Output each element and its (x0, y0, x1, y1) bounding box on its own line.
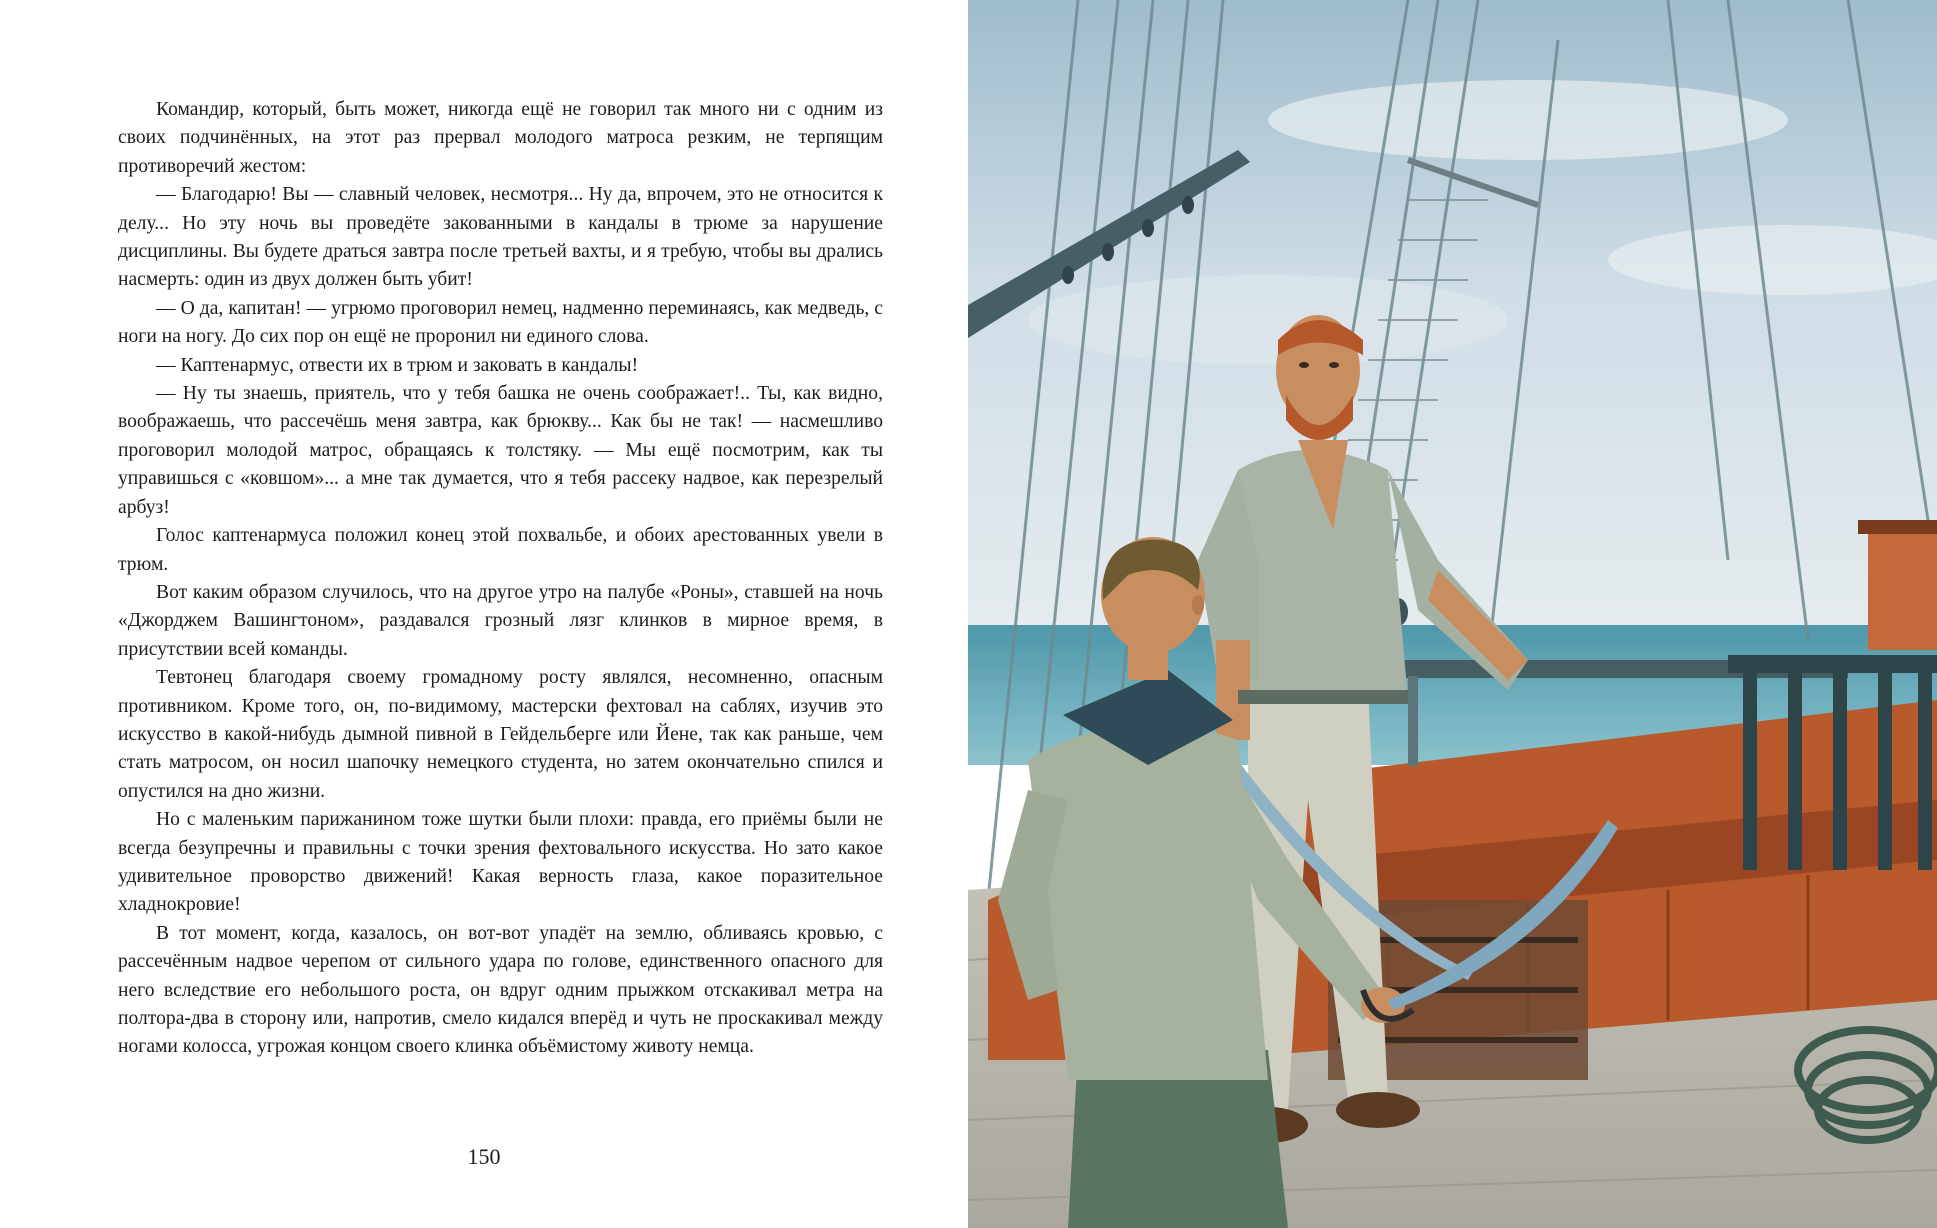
illustration-art (968, 0, 1937, 1228)
body-text (118, 96, 883, 1062)
illustration (968, 0, 1937, 1228)
paragraph: — Благодарю! Вы — славный человек, несмотря... Ну да, впрочем, это не относится к делу... Но эту ночь вы проведёте закованными в кандалы в трюме за нарушение дисциплины. Вы будете драться завтра после третьей вахты, и я требую, чтобы вы дрались насмерть: один из двух должен быть убит! (118, 184, 883, 291)
paragraph: Голос каптенармуса положил конец этой похвальбе, и обоих арестованных увели в трюм. (118, 525, 883, 575)
text-page (0, 0, 968, 1228)
paragraph: Командир, который, быть может, никогда ещё не говорил так много ни с одним из своих подчинённых, на этот раз прервал молодого матроса резким, не терпящим противоречий жестом: (118, 99, 883, 177)
paragraph: В тот момент, когда, казалось, он вот-вот упадёт на землю, обливаясь кровью, с рассечённым надвое черепом от сильного удара по голове, единственного опасного для него вследствие его небольшого роста, он вдруг одним прыжком отскакивал метра на полтора-два в сторону или, напротив, смело кидался вперёд и чуть не проскакивал между ногами колосса, угрожая концом своего клинка объёмистому животу немца. (118, 922, 883, 1058)
page-number: 150 (467, 1144, 501, 1169)
paragraph: Вот каким образом случилось, что на другое утро на палубе «Роны», ставшей на ночь «Джорджем Вашингтоном», раздавался грозный лязг клинков в мирное время, в присутствии всей команды. (118, 581, 883, 660)
paragraph: — Ну ты знаешь, приятель, что у тебя башка не очень соображает!.. Ты, как видно, воображаешь, что рассечёшь меня завтра, как брюкву... Как бы не так! — насмешливо проговорил молодой матрос, обращаясь к толстяку. — Мы ещё посмотрим, как ты управишься с «ковшом»... а мне так думается, что я тебя рассеку надвое, как перезрелый арбуз! (118, 383, 883, 518)
paragraph: — Каптенармус, отвести их в трюм и заковать в кандалы! (156, 354, 639, 376)
paragraph: Но с маленьким парижанином тоже шутки были плохи: правда, его приёмы были не всегда безупречны и правильны с точки зрения фехтовального искусства. Но зато какое удивительное проворство движений! Какая верность глаза, какое поразительное хладнокровие! (118, 809, 883, 916)
paragraph: Тевтонец благодаря своему громадному росту являлся, несомненно, опасным противником. Кроме того, он, по-видимому, мастерски фехтовал на саблях, изучив это искусство в какой-нибудь дымной пивной в Гейдельберге или Йене, так как раньше, чем стать матросом, он носил шапочку немецкого студента, но затем окончательно спился и опустился на дно жизни. (118, 667, 883, 802)
paragraph: — О да, капитан! — угрюмо проговорил немец, надменно переминаясь, как медведь, с ноги на ногу. До сих пор он ещё не проронил ни единого слова. (118, 297, 883, 348)
